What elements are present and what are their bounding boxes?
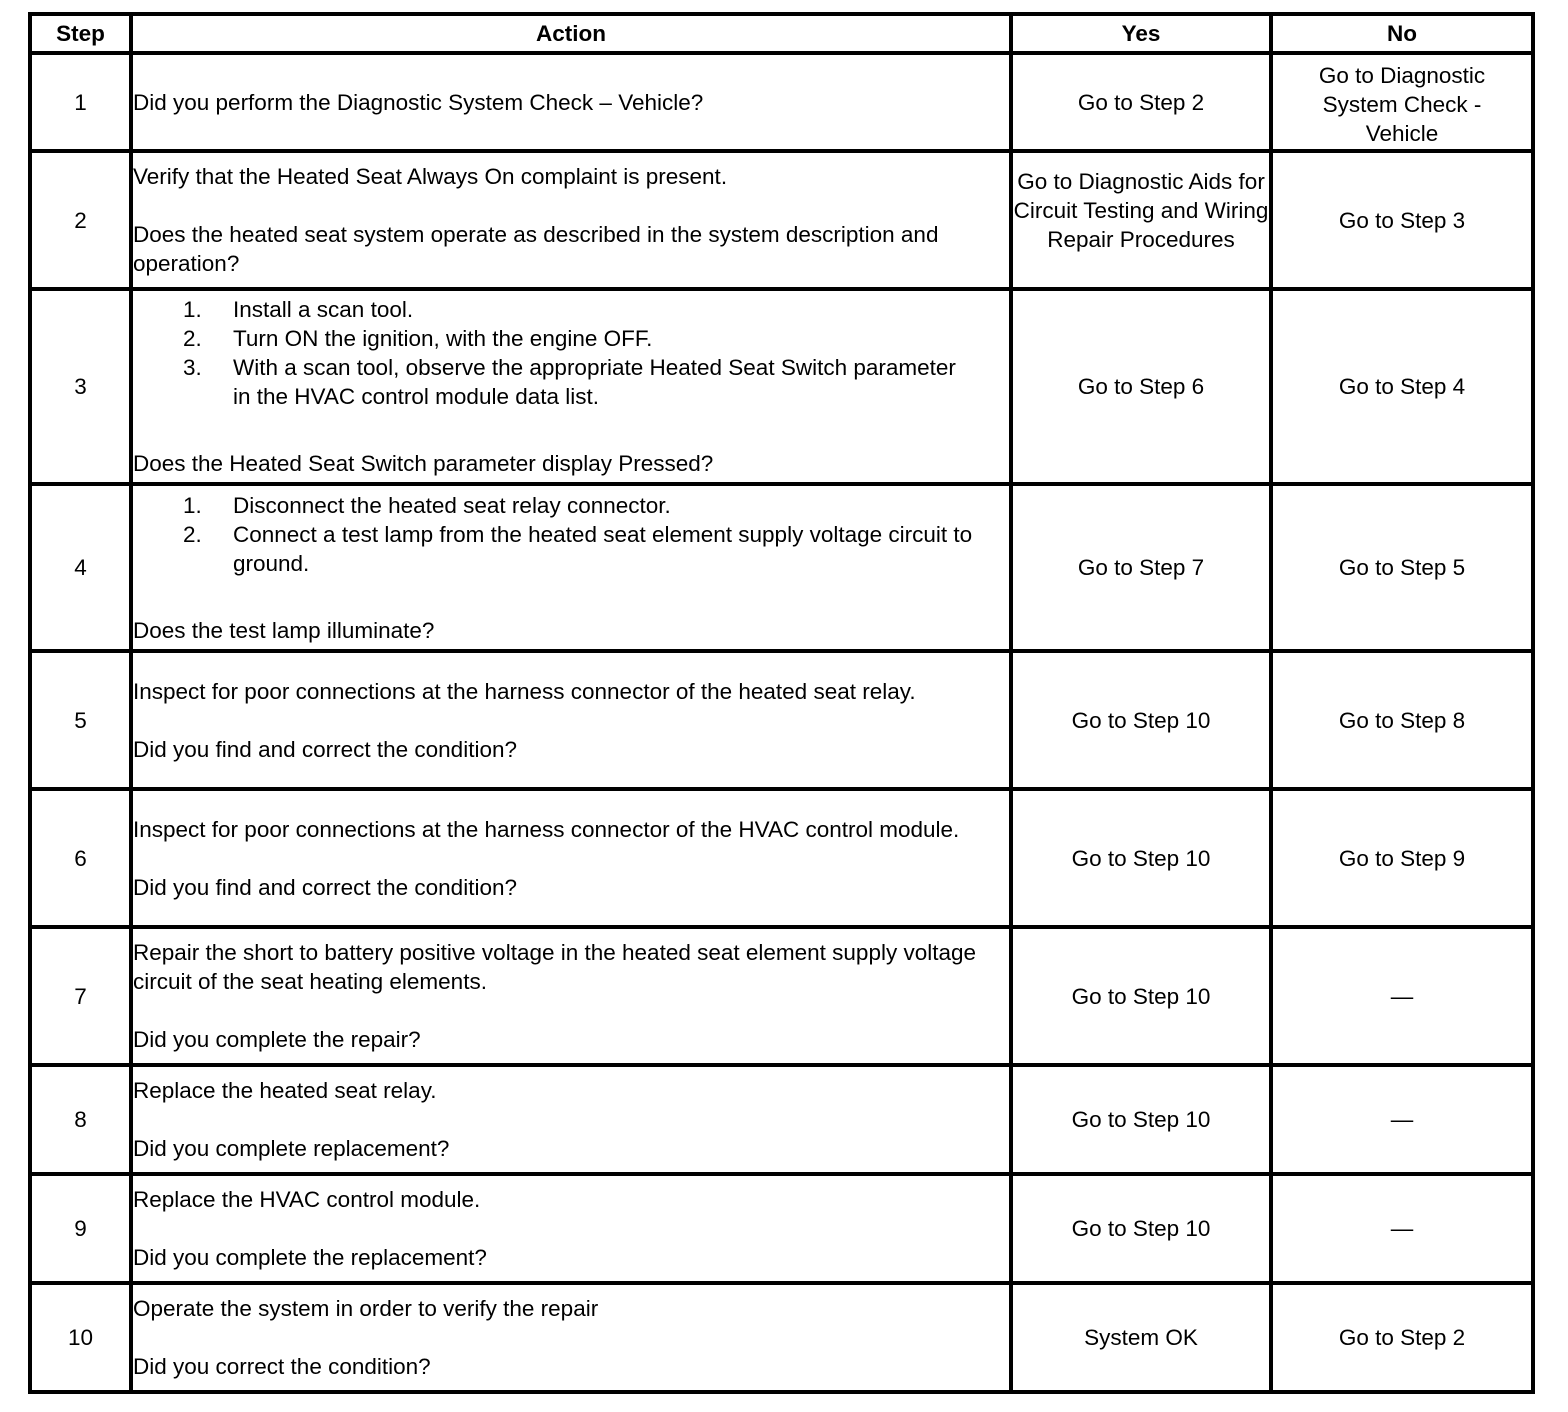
action-question: Does the Heated Seat Switch parameter display Pressed? [133,451,714,476]
yes-result: System OK [1084,1325,1198,1350]
action-instruction: Verify that the Heated Seat Always On complaint is present. [133,164,728,189]
yes-cell [1011,53,1271,151]
no-cell [1271,789,1533,927]
no-cell [1271,1283,1533,1392]
action-cell [131,1283,1011,1392]
no-result: Go to Step 9 [1338,845,1466,871]
action-cell [131,1174,1011,1283]
list-item [183,295,1009,324]
no-cell [1271,484,1533,651]
yes-cell [1011,1174,1271,1283]
action-instruction: Inspect for poor connections at the harness connector of the heated seat relay. [133,678,916,704]
step-number: 1 [30,53,131,151]
list-item [183,520,1009,578]
action-cell [131,651,1011,789]
step-number: 2 [30,151,131,289]
yes-result: Go to Step 10 [1071,845,1211,871]
header-no: No [1271,14,1533,53]
yes-cell [1011,789,1271,927]
no-cell [1271,289,1533,484]
table-row [30,484,1533,651]
no-result: Go to Step 8 [1338,707,1466,733]
no-cell [1271,927,1533,1065]
list-item-text: Disconnect the heated seat relay connector. [233,492,671,518]
step-number: 8 [30,1065,131,1174]
header-step: Step [30,14,131,53]
action-cell [131,927,1011,1065]
yes-result: Go to Diagnostic Aids for Circuit Testing and Wiring Repair Procedures [1013,169,1269,252]
list-item-number: 1. [183,297,202,322]
no-cell [1271,651,1533,789]
action-question: Did you find and correct the condition? [133,874,517,900]
yes-result: Go to Step 10 [1071,1216,1211,1241]
step-number: 10 [30,1283,131,1392]
table-row [30,927,1533,1065]
list-item-number: 3. [183,355,202,380]
action-cell [131,151,1011,289]
table-row [30,1174,1533,1283]
diagnostic-table [28,12,1535,1394]
yes-result: Go to Step 10 [1071,707,1211,733]
step-number: 3 [30,289,131,484]
no-result: — [1390,1216,1414,1241]
action-question: Does the test lamp illuminate? [133,617,435,643]
list-item [183,491,1009,520]
yes-result: Go to Step 10 [1071,983,1211,1009]
yes-cell [1011,1065,1271,1174]
no-result: Go to Step 5 [1338,555,1466,580]
yes-cell [1011,151,1271,289]
step-number: 6 [30,789,131,927]
list-item [183,324,1009,353]
action-cell [131,789,1011,927]
action-instruction: Replace the HVAC control module. [133,1187,481,1212]
action-question: Did you find and correct the condition? [133,736,517,762]
action-cell [131,53,1011,151]
table-row [30,289,1533,484]
list-item [183,353,1009,411]
yes-result: Go to Step 7 [1077,555,1205,580]
no-result: Go to Step 4 [1338,374,1466,399]
list-item-number: 1. [183,492,202,518]
list-item-text: Connect a test lamp from the heated seat element supply voltage circuit to ground. [233,521,973,576]
action-question: Does the heated seat system operate as described in the system description and operation? [133,222,939,276]
table-row [30,53,1533,151]
action-instruction: Repair the short to battery positive voltage in the heated seat element supply voltage circuit of the seat heating elements. [133,940,977,994]
no-result: Go to Step 3 [1338,207,1466,233]
no-result: Go to Step 2 [1338,1325,1466,1350]
step-number: 9 [30,1174,131,1283]
step-number: 7 [30,927,131,1065]
action-instruction: Operate the system in order to verify the repair [133,1296,599,1321]
table-row [30,1065,1533,1174]
list-item-text: Turn ON the ignition, with the engine OFF. [233,326,653,351]
yes-result: Go to Step 6 [1077,374,1205,399]
no-cell [1271,53,1533,151]
step-number: 4 [30,484,131,651]
action-instruction: Inspect for poor connections at the harness connector of the HVAC control module. [133,816,960,842]
no-result: — [1390,1107,1414,1132]
yes-cell [1011,289,1271,484]
procedure-list [133,491,1009,578]
no-result: Go to Diagnostic System Check - Vehicle [1318,63,1486,146]
table-row [30,1283,1533,1392]
list-item-number: 2. [183,326,202,351]
action-question: Did you complete the replacement? [133,1245,487,1270]
no-result: — [1390,983,1414,1009]
no-cell [1271,1065,1533,1174]
table-row [30,151,1533,289]
action-question: Did you complete replacement? [133,1136,450,1161]
yes-cell [1011,484,1271,651]
procedure-list [133,295,1009,411]
list-item-text: Install a scan tool. [233,297,414,322]
action-instruction: Replace the heated seat relay. [133,1078,437,1103]
yes-cell [1011,927,1271,1065]
yes-result: Go to Step 2 [1077,89,1205,115]
action-question: Did you complete the repair? [133,1027,421,1052]
yes-result: Go to Step 10 [1071,1107,1211,1132]
no-cell [1271,151,1533,289]
header-yes: Yes [1011,14,1271,53]
table-row [30,789,1533,927]
action-question: Did you correct the condition? [133,1354,431,1379]
list-item-text: With a scan tool, observe the appropriate Heated Seat Switch parameter in the HVAC control module data list. [233,355,956,409]
action-cell [131,289,1011,484]
action-instruction: Did you perform the Diagnostic System Check – Vehicle? [133,89,704,115]
header-row [30,14,1533,53]
no-cell [1271,1174,1533,1283]
header-action: Action [131,14,1011,53]
action-cell [131,484,1011,651]
table-row [30,651,1533,789]
list-item-number: 2. [183,521,202,547]
yes-cell [1011,1283,1271,1392]
action-cell [131,1065,1011,1174]
step-number: 5 [30,651,131,789]
yes-cell [1011,651,1271,789]
